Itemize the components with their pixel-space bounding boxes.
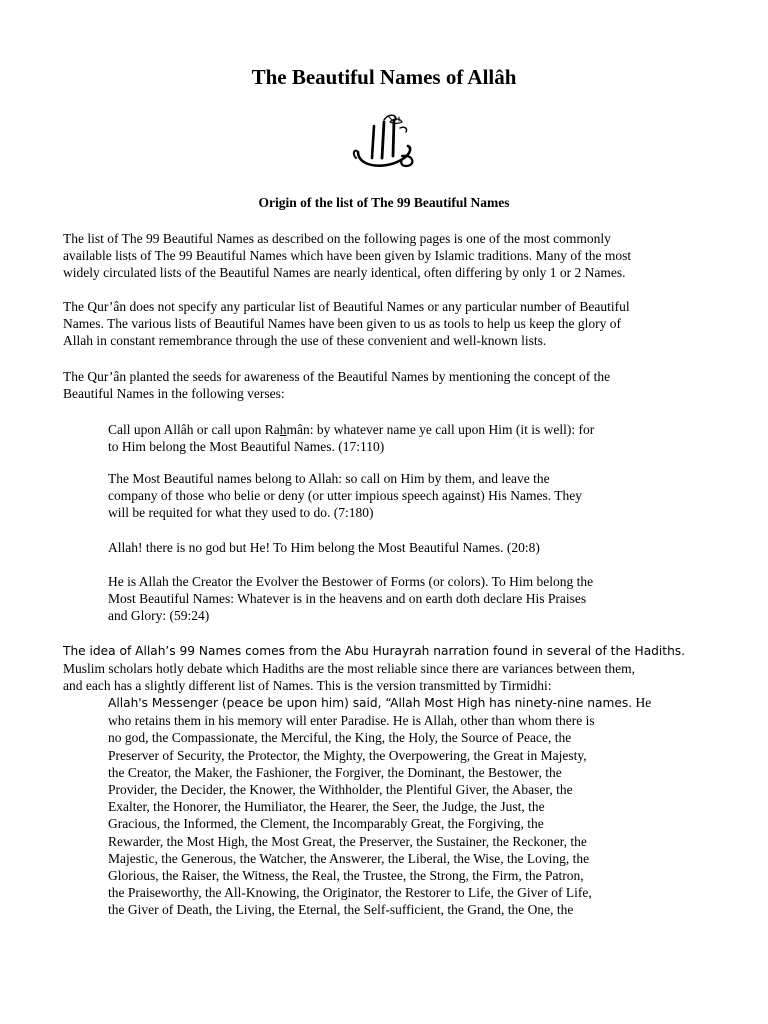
paragraph-1 — [63, 230, 713, 282]
text-line: and each has a slightly different list of Names. This is the version transmitted by Tirmidhi: — [63, 678, 552, 694]
text-line: the Creator, the Maker, the Fashioner, the Forgiver, the Dominant, the Bestower, the — [108, 764, 562, 780]
verse-text: mân: by whatever name ye call upon Him (it is well): for — [286, 422, 595, 437]
narration-text: He — [632, 695, 652, 710]
text-line: Rewarder, the Most High, the Most Great, the Preserver, the Sustainer, the Reckoner, the — [108, 833, 587, 849]
verse-20-8 — [108, 539, 688, 556]
verse-17-110 — [108, 421, 688, 455]
text-line: company of those who belie or deny (or utter impious speech against) His Names. They — [108, 488, 583, 504]
text-line: Muslim scholars hotly debate which Hadiths are the most reliable since there are variances between them, — [63, 661, 636, 677]
text-line: the Giver of Death, the Living, the Eternal, the Self-sufficient, the Grand, the One, the — [108, 902, 574, 918]
text-line: will be requited for what they used to do. (7:180) — [108, 505, 374, 521]
allah-calligraphy — [344, 112, 424, 174]
text-line: Exalter, the Honorer, the Humiliator, the Hearer, the Seer, the Judge, the Just, the — [108, 799, 545, 815]
text-line: the Praiseworthy, the All-Knowing, the Originator, the Restorer to Life, the Giver of Life, — [108, 885, 592, 901]
text-line: Majestic, the Generous, the Watcher, the Answerer, the Liberal, the Wise, the Loving, the — [108, 850, 590, 866]
text-line: Names. The various lists of Beautiful Names have been given to us as tools to help us keep the glory of — [63, 316, 622, 332]
verse-59-24 — [108, 573, 688, 625]
text-line: Preserver of Security, the Protector, the Mighty, the Overpowering, the Great in Majesty, — [108, 747, 587, 763]
text-line: Gracious, the Informed, the Clement, the Incomparably Great, the Forgiving, the — [108, 816, 544, 832]
verse-text: Call upon Allâh or call upon Ra — [108, 422, 280, 437]
text-line: to Him belong the Most Beautiful Names. (17:110) — [108, 439, 385, 455]
text-line — [108, 421, 688, 438]
text-line: no god, the Compassionate, the Merciful, the King, the Holy, the Source of Peace, the — [108, 730, 572, 746]
text-line: The Qur’ân planted the seeds for awareness of the Beautiful Names by mentioning the concept of the — [63, 369, 611, 384]
underlined-letter: h — [279, 422, 287, 437]
text-line: The Most Beautiful names belong to Allah: so call on Him by them, and leave the — [108, 471, 550, 486]
text-line: The list of The 99 Beautiful Names as described on the following pages is one of the most commonly — [63, 231, 611, 246]
text-line: and Glory: (59:24) — [108, 608, 210, 624]
narration-text: Allah's Messenger (peace be upon him) said, “Allah Most High has ninety-nine names. — [108, 696, 633, 710]
text-line: Allah! there is no god but He! To Him belong the Most Beautiful Names. (20:8) — [108, 540, 540, 555]
paragraph-4 — [63, 643, 713, 695]
paragraph-2 — [63, 298, 713, 350]
text-line: Most Beautiful Names: Whatever is in the heavens and on earth doth declare His Praises — [108, 591, 587, 607]
text-line: Beautiful Names in the following verses: — [63, 386, 285, 402]
text-line: widely circulated lists of the Beautiful Names are nearly identical, often differing by only 1 or 2 Names. — [63, 265, 626, 281]
text-line: who retains them in his memory will enter Paradise. He is Allah, other than whom there is — [108, 713, 595, 729]
text-line: Allah in constant remembrance through the use of these convenient and well-known lists. — [63, 333, 547, 349]
tirmidhi-narration — [108, 694, 708, 919]
section-heading: Origin of the list of The 99 Beautiful Names — [258, 195, 510, 210]
text-line: The Qur’ân does not specify any particular list of Beautiful Names or any particular number of Beautiful — [63, 299, 630, 314]
text-line: Provider, the Decider, the Knower, the Withholder, the Plentiful Giver, the Abaser, the — [108, 782, 573, 798]
page-title: The Beautiful Names of Allâh — [251, 65, 517, 89]
text-line — [108, 694, 708, 712]
text-line: Glorious, the Raiser, the Witness, the Real, the Trustee, the Strong, the Firm, the Patron, — [108, 868, 584, 884]
text-line: He is Allah the Creator the Evolver the Bestower of Forms (or colors). To Him belong the — [108, 574, 594, 589]
paragraph-3 — [63, 368, 713, 402]
verse-7-180 — [108, 470, 688, 522]
text-line: available lists of The 99 Beautiful Names which have been given by Islamic traditions. Many of the most — [63, 248, 632, 264]
text-line: The idea of Allah’s 99 Names comes from the Abu Hurayrah narration found in several of the Hadiths. — [63, 644, 686, 658]
calligraphy-icon — [344, 112, 424, 174]
